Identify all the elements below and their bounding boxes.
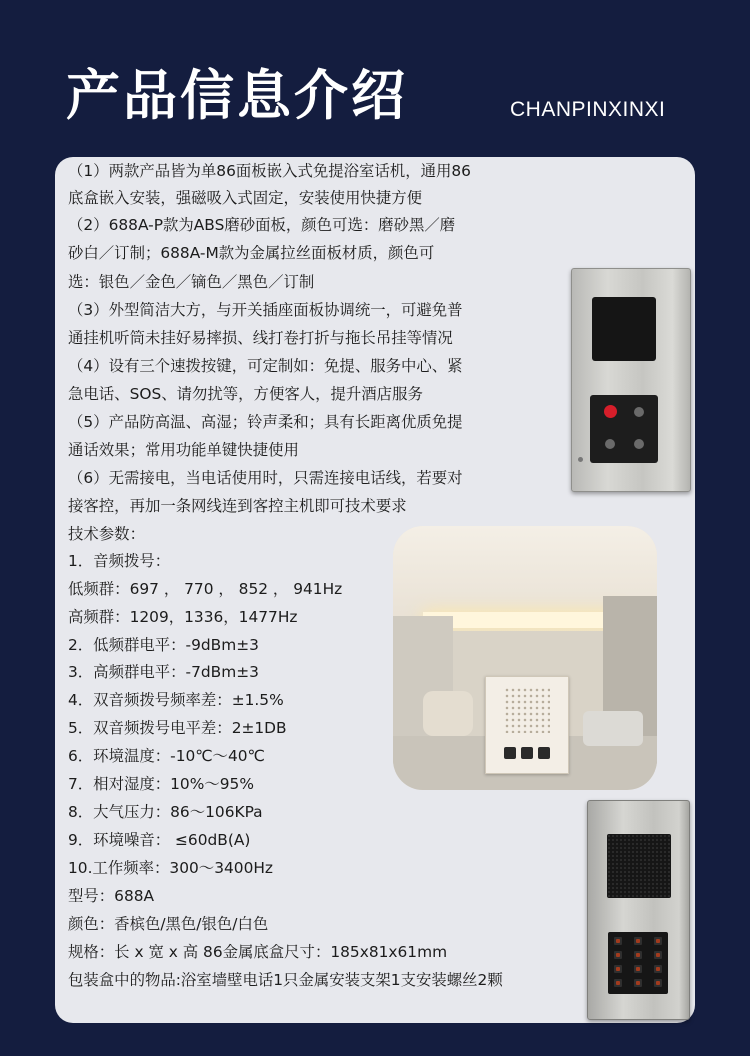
product-keypad-panel-image — [587, 800, 690, 1020]
product-panel-image — [571, 268, 691, 492]
text-line: （2）688A-P款为ABS磨砂面板，颜色可选：磨砂黑／磨 — [68, 216, 456, 234]
key-icon — [521, 747, 533, 759]
speed-dial-keys — [590, 395, 658, 463]
text-line: 通挂机听筒未挂好易摔损、线打卷打折与拖长吊挂等情况 — [68, 329, 453, 347]
text-line: （1）两款产品皆为单86面板嵌入式免提浴室话机，通用86 — [68, 162, 471, 180]
keypad — [608, 932, 668, 994]
text-line: 6．环境温度：-10℃～40℃ — [68, 747, 265, 765]
text-line: 型号：688A — [68, 887, 155, 905]
text-line: 底盒嵌入安装，强磁吸入式固定，安装使用快捷方便 — [68, 189, 422, 207]
text-line: 通话效果；常用功能单键快捷使用 — [68, 441, 299, 459]
text-line: （4）设有三个速拨按键，可定制如：免提、服务中心、紧 — [68, 357, 463, 375]
key-icon — [634, 439, 644, 449]
text-line: 低频群：697 ， 770 ， 852 ， 941Hz — [68, 580, 343, 598]
key-icon — [605, 439, 615, 449]
text-line: （3）外型简洁大方，与开关插座面板协调统一，可避免普 — [68, 301, 463, 319]
text-line: 高频群：1209，1336，1477Hz — [68, 608, 298, 626]
sos-key-icon — [604, 405, 617, 418]
text-line: 10.工作频率：300～3400Hz — [68, 859, 274, 877]
speaker-grille — [504, 687, 550, 733]
text-line: 接客控，再加一条网线连到客控主机即可技术要求 — [68, 497, 407, 515]
key-icon — [538, 747, 550, 759]
wall-phone-image — [485, 676, 569, 774]
text-line: 9．环境噪音： ≤60dB(A) — [68, 831, 251, 849]
text-line: 1．音频拨号： — [68, 552, 171, 570]
text-line: （5）产品防高温、高湿；铃声柔和；具有长距离优质免提 — [68, 413, 463, 431]
text-line: 急电话、SOS、请勿扰等，方便客人，提升酒店服务 — [68, 385, 423, 403]
text-line: 颜色：香槟色/黑色/银色/白色 — [68, 915, 269, 933]
text-line: 5．双音频拨号电平差：2±1DB — [68, 719, 287, 737]
text-line: 砂白／订制；688A-M款为金属拉丝面板材质，颜色可 — [68, 244, 435, 262]
key-icon — [504, 747, 516, 759]
installation-photo — [393, 526, 657, 790]
text-line: 包装盒中的物品:浴室墙壁电话1只金属安装支架1支安装螺丝2颗 — [68, 971, 503, 989]
speaker-grille — [592, 297, 656, 361]
text-line: 7．相对湿度：10%～95% — [68, 775, 254, 793]
screw-icon — [578, 457, 583, 462]
text-line: 3．高频群电平：-7dBm±3 — [68, 663, 259, 681]
text-line: 4．双音频拨号频率差：±1.5% — [68, 691, 284, 709]
text-line: 选：银色／金色／镝色／黑色／订制 — [68, 273, 315, 291]
text-line: 8．大气压力：86～106KPa — [68, 803, 263, 821]
page-title: 产品信息介绍 — [66, 64, 408, 127]
text-line: （6）无需接电，当电话使用时，只需连接电话线，若要对 — [68, 469, 463, 487]
page-subtitle: CHANPINXINXI — [510, 98, 666, 121]
text-line: 2．低频群电平：-9dBm±3 — [68, 636, 259, 654]
text-line: 技术参数： — [68, 525, 145, 543]
key-icon — [634, 407, 644, 417]
speaker-grille — [607, 834, 671, 898]
text-line: 规格：长 x 宽 x 高 86金属底盒尺寸：185x81x61mm — [68, 943, 448, 961]
